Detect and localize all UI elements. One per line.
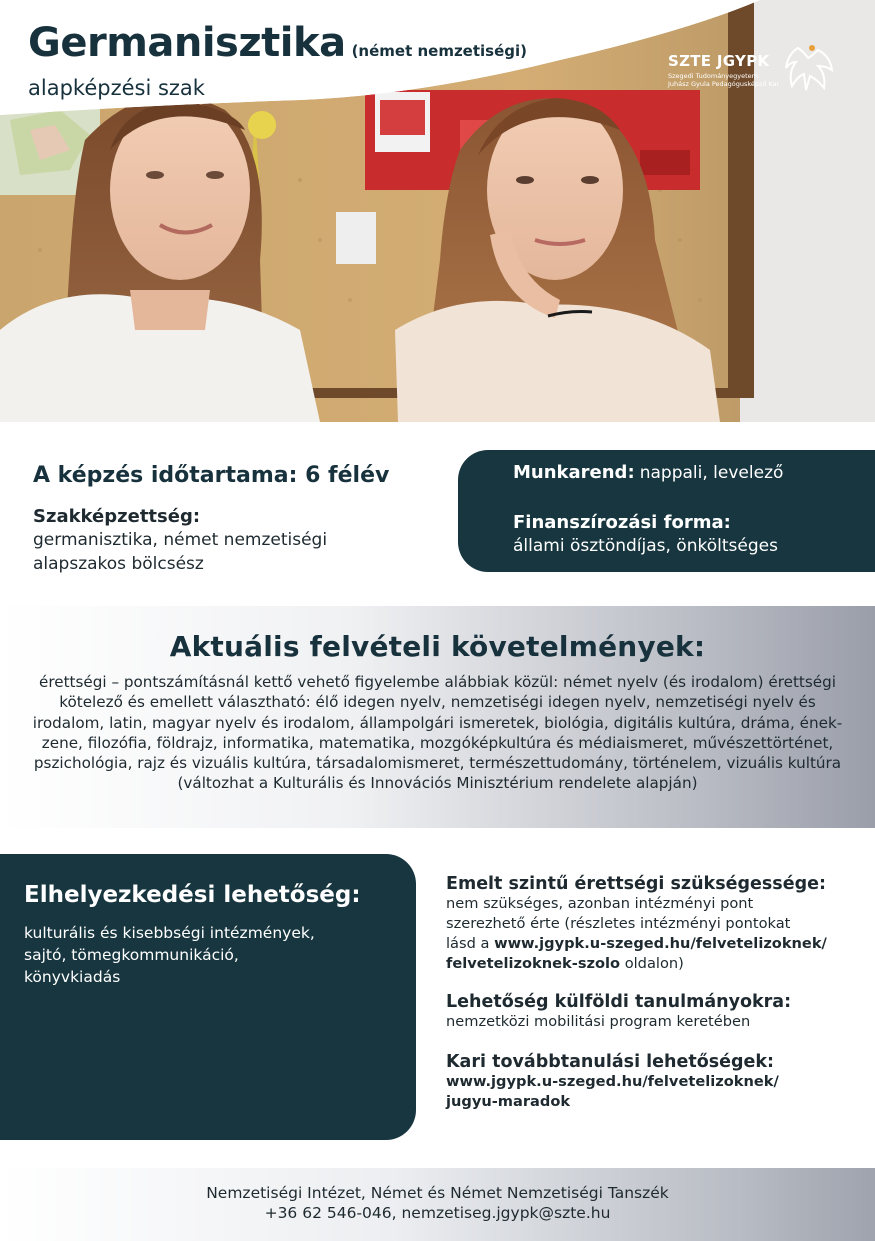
- logo-subtext: [668, 72, 779, 88]
- placement-line1: kulturális és kisebbségi intézmények,: [24, 924, 315, 942]
- further-studies-title: Kari továbbtanulási lehetőségek:: [446, 1052, 775, 1072]
- work-schedule-line: [513, 462, 783, 483]
- duration-heading: A képzés időtartama: 6 félév: [33, 463, 390, 488]
- abroad-title: Lehetőség külföldi tanulmányokra:: [446, 992, 792, 1012]
- work-schedule-value: nappali, levelező: [639, 463, 784, 483]
- placement-line3: könyvkiadás: [24, 968, 121, 986]
- footer-institute: Nemzetiségi Intézet, Német és Német Nemzetiségi Tanszék: [206, 1184, 669, 1202]
- schedule-funding-box: [458, 450, 875, 572]
- advanced-exam-line1: nem szükséges, azonban intézményi pont: [446, 895, 754, 912]
- footer: [0, 1168, 875, 1241]
- footer-contact[interactable]: +36 62 546-046, nemzetiseg.jgypk@szte.hu: [264, 1204, 611, 1222]
- szte-jgypk-logo: [668, 42, 838, 94]
- abroad-text: nemzetközi mobilitási program keretében: [446, 1013, 751, 1030]
- abroad-section: [446, 992, 846, 1032]
- advanced-exam-suffix: oldalon): [620, 955, 684, 972]
- admission-info-link-2[interactable]: felvetelizoknek-szolo: [446, 955, 621, 972]
- advanced-exam-text: [446, 894, 846, 974]
- requirements-title: Aktuális felvételi követelmények:: [169, 630, 706, 663]
- logo-line1: Szegedi Tudományegyetem: [668, 72, 758, 80]
- further-studies-link[interactable]: [446, 1072, 846, 1112]
- page-title: Germanisztika: [28, 20, 346, 66]
- page-subtitle: alapképzési szak: [28, 76, 205, 100]
- title-note: (német nemzetiségi): [351, 42, 527, 60]
- requirements-text: érettségi – pontszámításnál kettő vehető figyelembe alábbiak közül: német nyelv (és irodalom) érettségi kötelező és emellett választható: élő idegen nyelv, nemzetiségi idegen nyelv, nemzetiségi nyelv és irodalom, latin, magyar nyelv és irodalom, állampolgári ismeretek, biológia, digitális kultúra, dráma, ének-zene, filozófia, földrajz, informatika, matematika, mozgóképkultúra és médiaismeret, művészettörténet, pszichológia, rajz és vizuális kultúra, társadalomismeret, természettudomány, történelem, vizuális kultúra (változhat a Kulturális és Innovációs Minisztérium rendelete alapján): [32, 673, 843, 793]
- further-studies-section: [446, 1052, 846, 1112]
- advanced-exam-title: Emelt szintű érettségi szükségessége:: [446, 874, 826, 894]
- work-schedule-label: Munkarend:: [513, 462, 635, 483]
- title-block: [28, 20, 527, 66]
- advanced-exam-line2: szerezhető érte (részletes intézményi pontokat: [446, 915, 791, 932]
- admission-info-link-1[interactable]: www.jgypk.u-szeged.hu/felvetelizoknek/: [494, 935, 827, 952]
- logo-line2: Juhász Gyula Pedagógusképző Kar: [668, 80, 780, 88]
- further-studies-link-2[interactable]: jugyu-maradok: [446, 1093, 571, 1110]
- funding-value: állami ösztöndíjas, önköltséges: [513, 536, 778, 556]
- placement-line2: sajtó, tömegkommunikáció,: [24, 946, 239, 964]
- funding-label: Finanszírozási forma:: [513, 512, 731, 533]
- requirements-section: [0, 606, 875, 828]
- logo-name: SZTE JGYPK: [668, 52, 770, 70]
- placement-box: [0, 854, 416, 1140]
- placement-title: Elhelyezkedési lehetőség:: [24, 882, 361, 908]
- eagle-logo-icon: [778, 42, 836, 94]
- qualification-value: germanisztika, német nemzetiségi alapszakos bölcsész: [33, 530, 328, 574]
- placement-text: [24, 922, 394, 988]
- further-studies-link-1[interactable]: www.jgypk.u-szeged.hu/felvetelizoknek/: [446, 1073, 779, 1090]
- advanced-exam-prefix: lásd a: [446, 935, 495, 952]
- advanced-exam-section: [446, 874, 846, 974]
- qualification-label: Szakképzettség:: [33, 506, 201, 527]
